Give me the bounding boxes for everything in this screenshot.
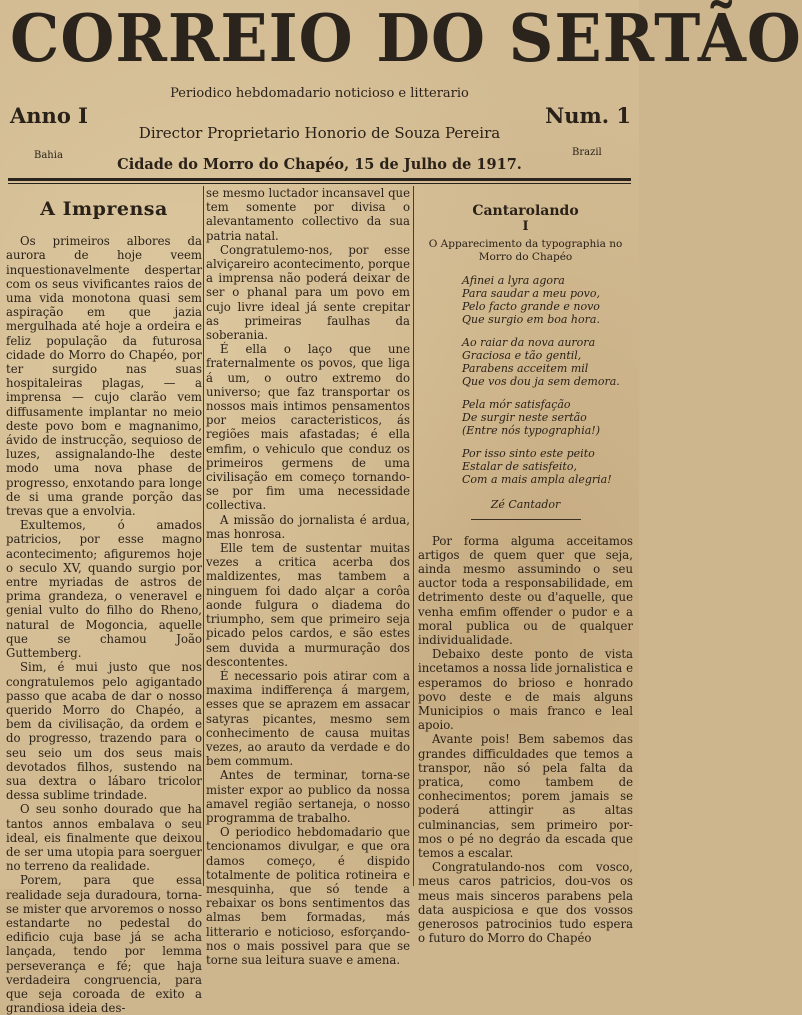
poem-line: Pelo facto grande e novo [462,300,600,314]
poem-line: Pela mór satisfação [462,398,571,412]
article-column-3 [418,186,633,946]
article-paragraph: É necessario pois atirar com a maxima indifferença á margem, esses que se aprazem em assacar satyras picantes, mesmo sem conhecimento de causa muitas vezes, ao arauto da verdade e do bem commum. [206,668,410,769]
state-tag: Bahia [34,150,63,161]
poem-line: Por isso sinto este peito [462,447,595,461]
poem-line: Afinei a lyra agora [462,274,565,288]
article-paragraph: Exultemos, ó amados patricios, por esse magno acontecimento; afiguremos hoje o seculo XV, quando surgio por entre myriadas de astros de prima grandeza, o veneravel e genial vulto do filho do Rheno, natural de Mogoncia, aquelle que se chamou João Guttemberg. [6,518,202,661]
poem-line: Com a mais ampla alegria! [462,473,612,487]
issue-number: Num. 1 [545,103,631,128]
article-paragraph: se mesmo luctador incansavel que tem somente por divisa o alevantamento collectivo da sua patria natal. [206,186,410,243]
poem-line: Parabens acceitem mil [462,362,589,376]
article-paragraph: Elle tem de sustentar muitas vezes a critica acerba dos maldizentes, mas tambem a ninguem foi dado alçar a corôa aonde fulgura o diadema do triumpho, sem que primeiro seja picado pelos cardos, e são estes sem duvida a murmuração dos descontentes. [206,541,410,669]
poem-number: I [522,219,529,235]
poem-stanza [462,398,633,437]
article-paragraph: O seu sonho dourado que ha tantos annos embalava o seu ideal, eis finalmente que deixou de ser uma utopia para soerguer no terreno da realidade. [6,802,202,874]
poem-line: Estalar de satisfeito, [462,460,577,474]
article-paragraph: Porem, para que essa realidade seja duradoura, torna-se mister que arvoremos o nosso estandarte no pedestal do edificio cuja base já se acha lançada, tendo por lemma perseverança e fé; que haja verdadeira congruencia, para que seja coroada de exito a grandiosa ideia des- [6,873,202,1015]
article-paragraph: Sim, é mui justo que nos congratulemos pelo agigantado passo que acaba de dar o nosso querido Morro do Chapéo, a bem da civilisação, da ordem e do progresso, trazendo para o seu seio um dos seus mais devotados filhos, sustendo na sua dextra o lábaro tricolor dessa sublime trindade. [6,660,202,803]
poem-subtitle: O Apparecimento da typographia no Morro do Chapéo [428,238,623,264]
article-paragraph: Congratulando-nos com vosco, meus caros patricios, dou-vos os meus mais sinceros parabens pela data auspiciosa e que dos vossos generosos patrocinios tudo espera o futuro do Morro do Chapéo [418,860,633,946]
poem-line: Que vos dou ja sem demora. [462,375,620,389]
column-divider [413,186,414,886]
poem-line: Ao raiar da nova aurora [462,336,596,350]
poem-stanza [462,274,633,326]
masthead-subtitle: Periodico hebdomadario noticioso e litterario [170,86,469,101]
year-label: Anno I [10,103,88,128]
article-paragraph: Por forma alguma acceitamos artigos de quem quer que seja, ainda mesmo assumindo o seu auctor toda a responsabilidade, em detrimento deste ou d'aquelle, que venha emfim offender o pudor e a moral publica ou de qualquer individualidade. [418,533,633,648]
poem-line: Graciosa e tão gentil, [462,349,582,363]
article-paragraph: Os primeiros albores da aurora de hoje veem inquestionavelmente despertar com os seus vivificantes raios de uma vida monotona quasi sem aspiração em que jazia mergulhada até hoje a ordeira e feliz população da futurosa cidade do Morro do Chapéo, por ter surgido nas suas hospitaleiras plagas, — a imprensa — cujo clarão vem diffusamente implantar no meio deste povo bom e magnanimo, ávido de instrucção, sequioso de luzes, assignalando-lhe deste modo uma nova phase de progresso, enxotando para longe de si uma grande porção das trevas que a envolvia. [6,234,202,519]
article-paragraph: Debaixo deste ponto de vista incetamos a nossa lide jornalistica e esperamos do brioso e honrado povo deste e de mais alguns Municipios o mais franco e leal apoio. [418,647,633,733]
poem-stanza [462,336,633,388]
article-paragraph: O periodico hebdomadario que tencionamos divulgar, e que ora damos começo, é dispido totalmente de politica rotineira e mesquinha, que só tende a rebaixar os bons sentimentos das almas bem formadas, más litterario e noticioso, esforçando-nos o mais possivel para que se torne sua leitura suave e amena. [206,825,410,967]
article-headline: A Imprensa [40,198,168,220]
poem-line: Para saudar a meu povo, [462,287,600,301]
dateline: Cidade do Morro do Chapéo, 15 de Julho de 1917. [117,156,522,173]
poem-author: Zé Cantador [490,498,561,512]
director-line: Director Proprietario Honorio de Souza Pereira [138,124,501,142]
section-divider [471,519,581,520]
masthead-title: CORREIO DO SERTÃO [10,0,802,78]
country-tag: Brazil [572,147,602,158]
article-column-1 [6,186,202,1015]
article-paragraph: Antes de terminar, torna-se mister expor ao publico da nossa amavel região sertaneja, o nosso programma de trabalho. [206,768,410,825]
poem-line: De surgir neste sertão [462,411,587,425]
article-paragraph: É ella o laço que une fraternalmente os povos, que liga á um, o outro extremo do universo; que faz transportar os nossos mais intimos pensamentos por meios caracteristicos, ás regiões mais afastadas; é ella emfim, o vehiculo que conduz os primeiros germens de uma civilisação em começo tornando-se por fim uma necessidade collectiva. [206,342,410,513]
article-continuation [418,534,633,946]
article-paragraph: Congratulemo-nos, por esse alviçareiro acontecimento, porque a imprensa não poderá deixar de ser o phanal para um povo em cujo livre ideal já sente crepitar as primeiras faulhas da soberania. [206,242,410,343]
header-rule [8,178,631,181]
article-column-2 [206,186,410,967]
poem-line: (Entre nós typographia!) [462,424,601,438]
header-rule-thin [8,183,631,184]
article-paragraph: Avante pois! Bem sabemos das grandes difficuldades que temos a transpor, não só pela falta da pratica, como tambem de conhecimentos; porem jamais se poderá attingir as altas culminancias, sem primeiro por-mos o pé no degráo da escada que temos a escalar. [418,732,633,861]
poem-stanza [462,447,633,486]
column-divider [203,186,204,886]
article-paragraph: A missão do jornalista é ardua, mas honrosa. [206,512,410,541]
poem-title: Cantarolando [472,203,579,219]
poem-line: Que surgio em boa hora. [462,313,600,327]
